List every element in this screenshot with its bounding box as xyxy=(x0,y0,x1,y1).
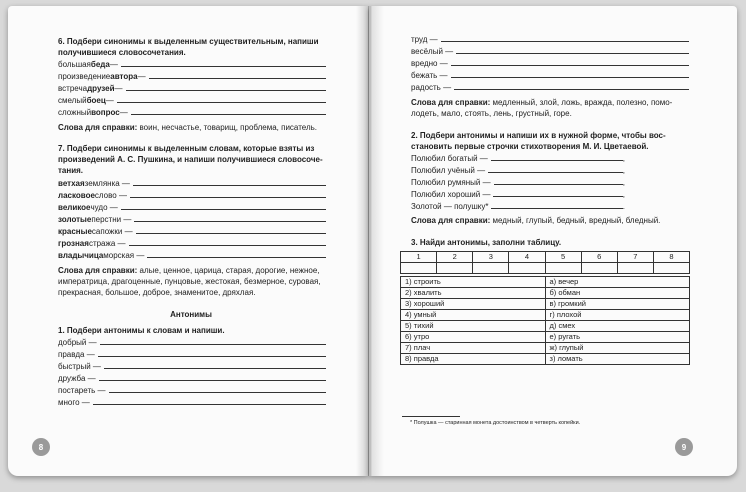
answer-line[interactable] xyxy=(130,189,326,198)
answer-line[interactable] xyxy=(134,213,326,222)
answer-line[interactable] xyxy=(129,237,326,246)
answer-header-cell: 4 xyxy=(509,252,545,263)
continued-item: весёлый — xyxy=(411,45,689,57)
task1-title: 1. Подбери антонимы к словам и напиши. xyxy=(58,326,225,335)
continued-help-line1: Слова для справки: медленный, злой, ложь, вражда, полезно, помо- xyxy=(411,98,673,107)
task7-title-line1: 7. Подбери синонимы к выделенным словам, которые взяты из xyxy=(58,144,315,153)
answer-header-cell: 2 xyxy=(437,252,473,263)
answer-cell[interactable] xyxy=(617,263,653,274)
task2-help: Слова для справки: медный, глупый, бедный, вредный, бледный. xyxy=(411,216,661,225)
continued-item: бежать — xyxy=(411,69,689,81)
antonym-pairs-table xyxy=(400,276,690,365)
answer-line[interactable] xyxy=(456,45,689,54)
answer-line[interactable] xyxy=(136,225,326,234)
answer-line[interactable] xyxy=(100,336,326,345)
task1-item: быстрый — xyxy=(58,360,326,372)
task7-help-line2: императрица, драгоценные, пунцовые, жестокая, безмерное, суровая, xyxy=(58,277,321,286)
answer-line[interactable] xyxy=(494,176,623,185)
word-cell: 8) правда xyxy=(401,354,546,365)
answer-cell[interactable] xyxy=(545,263,581,274)
task7-item: владычица морская — xyxy=(58,249,326,261)
answer-line[interactable] xyxy=(98,348,326,357)
task6-title-line1: 6. Подбери синонимы к выделенным существительным, напиши xyxy=(58,37,319,46)
task1-item: дружба — xyxy=(58,372,326,384)
poem-line: Золотой — полушку* . xyxy=(411,202,625,211)
word-cell: з) ломать xyxy=(545,354,690,365)
word-cell: 7) плач xyxy=(401,343,546,354)
answer-line[interactable] xyxy=(109,384,327,393)
task7-title-line2: произведений А. С. Пушкина, и напиши получившиеся словосоче- xyxy=(58,155,323,164)
word-cell: 5) тихий xyxy=(401,321,546,332)
answer-line[interactable] xyxy=(99,372,326,381)
answer-line[interactable] xyxy=(121,58,326,67)
continued-help-line2: лодеть, мало, стоять, лень, грустный, горе. xyxy=(411,109,572,118)
answer-line[interactable] xyxy=(488,164,623,173)
answer-header-cell: 7 xyxy=(617,252,653,263)
word-cell: 3) хороший xyxy=(401,299,546,310)
answer-cell[interactable] xyxy=(581,263,617,274)
task3-title: 3. Найди антонимы, заполни таблицу. xyxy=(411,238,562,247)
task1-item: много — xyxy=(58,396,326,408)
answer-line[interactable] xyxy=(117,94,326,103)
answer-cell[interactable] xyxy=(401,263,437,274)
answer-line[interactable] xyxy=(491,200,622,209)
word-cell: б) обман xyxy=(545,288,690,299)
poem-line: Полюбил учёный — , xyxy=(411,166,625,175)
continued-item: труд — xyxy=(411,33,689,45)
footnote-rule xyxy=(402,416,460,417)
answer-line[interactable] xyxy=(147,249,326,258)
task7-help-line3: прекрасная, большое, доброе, знаменитое, дряхлая. xyxy=(58,288,256,297)
word-cell: 1) строить xyxy=(401,277,546,288)
task1-item: правда — xyxy=(58,348,326,360)
answer-line[interactable] xyxy=(451,69,689,78)
footnote: * Полушка — старинная монета достоинством в четверть копейки. xyxy=(410,420,581,426)
word-cell: е) ругать xyxy=(545,332,690,343)
page-number-right: 9 xyxy=(675,438,693,456)
answer-line[interactable] xyxy=(104,360,326,369)
answer-line[interactable] xyxy=(93,396,326,405)
poem-line: Полюбил богатый — , xyxy=(411,154,625,163)
task7-item: грозная стража — xyxy=(58,237,326,249)
answer-line[interactable] xyxy=(126,82,326,91)
task1-item: постареть — xyxy=(58,384,326,396)
answer-header-cell: 8 xyxy=(653,252,689,263)
answer-header-cell: 6 xyxy=(581,252,617,263)
word-cell: г) плохой xyxy=(545,310,690,321)
task7-item: красные сапожки — xyxy=(58,225,326,237)
answer-line[interactable] xyxy=(121,201,326,210)
task2-title-line2: становить первые строчки стихотворения М. И. Цветаевой. xyxy=(411,142,649,151)
task6-item: сложный вопрос — xyxy=(58,106,326,118)
task7-help-line1: Слова для справки: алые, ценное, царица, старая, дорогие, нежное, xyxy=(58,266,320,275)
word-cell: д) смех xyxy=(545,321,690,332)
answer-header-cell: 5 xyxy=(545,252,581,263)
continued-item: радость — xyxy=(411,81,689,93)
answer-line[interactable] xyxy=(133,177,326,186)
page-number-left: 8 xyxy=(32,438,50,456)
task6-item: встреча друзей — xyxy=(58,82,326,94)
answer-header-cell: 3 xyxy=(473,252,509,263)
answer-cell[interactable] xyxy=(509,263,545,274)
antonyms-heading: Антонимы xyxy=(170,310,212,319)
task7-title-line3: тания. xyxy=(58,166,84,175)
word-cell: а) вечер xyxy=(545,277,690,288)
poem-line: Полюбил румяный — , xyxy=(411,178,625,187)
answer-line[interactable] xyxy=(451,57,689,66)
task7-item: великое чудо — xyxy=(58,201,326,213)
answer-cell[interactable] xyxy=(473,263,509,274)
task2-title-line1: 2. Подбери антонимы и напиши их в нужной форме, чтобы вос- xyxy=(411,131,666,140)
answer-line[interactable] xyxy=(131,106,326,115)
antonym-answer-table xyxy=(400,251,690,274)
task7-item: ласковое слово — xyxy=(58,189,326,201)
task6-item: смелый боец — xyxy=(58,94,326,106)
task1-item: добрый — xyxy=(58,336,326,348)
answer-cell[interactable] xyxy=(437,263,473,274)
task6-help: Слова для справки: воин, несчастье, товарищ, проблема, писатель. xyxy=(58,123,318,132)
word-cell: 4) умный xyxy=(401,310,546,321)
task7-item: золотые перстни — xyxy=(58,213,326,225)
word-cell: 6) утро xyxy=(401,332,546,343)
answer-line[interactable] xyxy=(441,33,689,42)
book-spine xyxy=(356,6,384,476)
answer-line[interactable] xyxy=(491,152,623,161)
task6-title-line2: получившиеся словосочетания. xyxy=(58,48,186,57)
task7-item: ветхая землянка — xyxy=(58,177,326,189)
continued-item: вредно — xyxy=(411,57,689,69)
word-cell: 2) хвалить xyxy=(401,288,546,299)
answer-line[interactable] xyxy=(149,70,326,79)
word-cell: в) громкий xyxy=(545,299,690,310)
answer-cell[interactable] xyxy=(653,263,689,274)
task6-item: произведение автора — xyxy=(58,70,326,82)
answer-line[interactable] xyxy=(493,188,622,197)
task6-item: большая беда — xyxy=(58,58,326,70)
answer-header-cell: 1 xyxy=(401,252,437,263)
answer-line[interactable] xyxy=(454,81,689,90)
word-cell: ж) глупый xyxy=(545,343,690,354)
poem-line: Полюбил хороший — , xyxy=(411,190,625,199)
